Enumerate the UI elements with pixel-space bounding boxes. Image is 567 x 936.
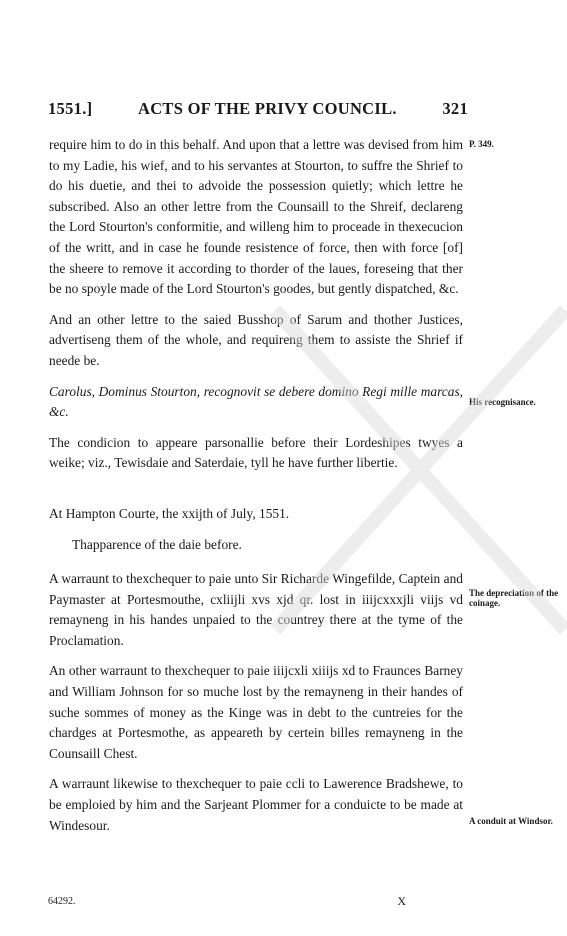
paragraph-recognizance: Carolus, Dominus Stourton, recognovit se debere domino Regi mille marcas, &c.	[49, 383, 463, 420]
margin-note-page-ref: P. 349.	[469, 139, 494, 149]
page-footer	[48, 896, 468, 907]
paragraph-letters: require him to do in this behalf. And upon that a lettre was devised from him to my Ladie, his wief, and to his servantes at Stourton, to suffre the Shrief to do his duetie, and thei to advoide the possession quietly; which lettre he subscribed. Also an other lettre from the Counsaill to the Shreif, declareng the Lord Stourton's conformitie, and willeng him to proceade in thexecucion of the writt, and in case he founde resistence of force, then with force [of] the sheere to remove it according to thorder of the laues, foreseing that ther be no spoyle made of the Lord Stourton's goodes, but gently dispatched, &c.	[49, 137, 463, 297]
watermark-image	[265, 300, 567, 640]
running-header	[48, 99, 468, 121]
margin-note-recognisance: His recognisance.	[469, 397, 536, 407]
header-title: ACTS OF THE PRIVY COUNCIL.	[138, 99, 397, 118]
margin-note-conduit: A conduit at Windsor.	[469, 816, 553, 826]
paragraph-barney-warrant: An other warraunt to thexchequer to paie iiijcxli xiiijs xd to Fraunces Barney and William Johnson for so muche lost by the remayneng in their handes of suche sommes of money as the Kinge was in debt to the cuntreies for the chardges at Portesmothe, as appeareth by certein billes remayneng in the Counsaill Chest.	[49, 663, 463, 761]
header-page-number: 321	[442, 99, 468, 118]
margin-note-coinage: The depreciation of the coinage.	[469, 588, 559, 608]
paragraph-wingefilde-warrant: A warraunt to thexchequer to paie unto Sir Richarde Wingefilde, Captein and Paymaster at Portesmouthe, cxliijli xvs xjd qr. lost in iiijcxxxjli viijs vd remayneng in his handes unpaied to the countrey there at the tyme of the Proclamation.	[49, 571, 463, 648]
footer-code: 64292.	[48, 896, 76, 907]
attendance-note: Thapparence of the daie before.	[72, 536, 242, 552]
paragraph-bradshewe-warrant: A warraunt likewise to thexchequer to paie ccli to Lawerence Bradshewe, to be emploied by him and the Sarjeant Plommer for a conduicte to be made at Windesour.	[49, 776, 463, 833]
meeting-heading: At Hampton Courte, the xxijth of July, 1551.	[49, 505, 290, 521]
footer-signature: X	[397, 894, 406, 908]
paragraph-bishop-letter: And an other lettre to the saied Busshop of Sarum and thother Justices, advertiseng them of the whole, and requireng them to assiste the Shrief if neede be.	[49, 311, 463, 368]
paragraph-condition: The condicion to appeare parsonallie before their Lordeshipes twyes a weike; viz., Tewisdaie and Saterdaie, tyll he have further libertie.	[49, 434, 463, 471]
header-year: 1551.]	[48, 99, 93, 118]
